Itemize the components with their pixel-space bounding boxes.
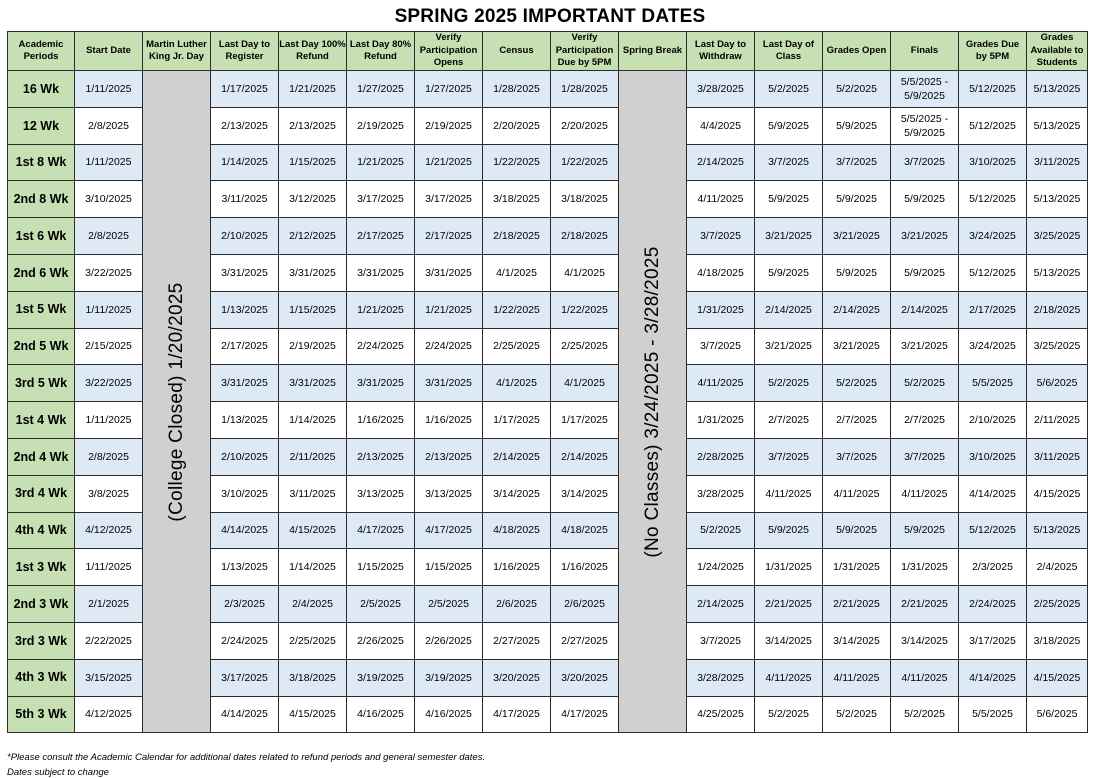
date-cell: 1/13/2025 — [211, 291, 279, 328]
date-cell: 5/5/2025 — [959, 696, 1027, 733]
date-cell: 3/31/2025 — [415, 365, 483, 402]
date-cell: 1/22/2025 — [551, 144, 619, 181]
date-cell: 4/4/2025 — [687, 107, 755, 144]
date-cell: 5/2/2025 — [755, 365, 823, 402]
date-cell: 5/2/2025 — [823, 696, 891, 733]
date-cell: 1/15/2025 — [347, 549, 415, 586]
date-cell: 4/15/2025 — [1027, 475, 1088, 512]
date-cell: 5/9/2025 — [823, 107, 891, 144]
date-cell: 5/9/2025 — [891, 512, 959, 549]
date-cell: 4/1/2025 — [551, 365, 619, 402]
date-cell: 3/21/2025 — [755, 218, 823, 255]
date-cell: 1/22/2025 — [483, 144, 551, 181]
start-date-cell: 3/10/2025 — [75, 181, 143, 218]
start-date-cell: 2/22/2025 — [75, 622, 143, 659]
date-cell: 5/2/2025 — [891, 365, 959, 402]
spring-break-text: (No Classes) 3/24/2025 - 3/28/2025 — [641, 246, 663, 558]
date-cell: 3/28/2025 — [687, 475, 755, 512]
header-row — [8, 32, 1088, 71]
academic-period-cell: 5th 3 Wk — [8, 696, 75, 733]
date-cell: 3/18/2025 — [279, 659, 347, 696]
date-cell: 1/31/2025 — [687, 402, 755, 439]
date-cell: 5/13/2025 — [1027, 181, 1088, 218]
academic-period-cell: 2nd 4 Wk — [8, 438, 75, 475]
date-cell: 3/19/2025 — [347, 659, 415, 696]
column-header: Grades Due by 5PM — [959, 32, 1027, 71]
date-cell: 4/11/2025 — [755, 475, 823, 512]
date-cell: 4/17/2025 — [483, 696, 551, 733]
date-cell: 2/18/2025 — [1027, 291, 1088, 328]
date-cell: 1/15/2025 — [279, 291, 347, 328]
date-cell: 5/2/2025 — [755, 71, 823, 108]
start-date-cell: 3/22/2025 — [75, 365, 143, 402]
date-cell: 3/17/2025 — [347, 181, 415, 218]
date-cell: 3/31/2025 — [211, 365, 279, 402]
date-cell: 1/16/2025 — [415, 402, 483, 439]
column-header: Last Day to Register — [211, 32, 279, 71]
date-cell: 3/24/2025 — [959, 328, 1027, 365]
date-cell: 4/1/2025 — [551, 254, 619, 291]
date-cell: 4/17/2025 — [551, 696, 619, 733]
date-cell: 4/11/2025 — [823, 475, 891, 512]
date-cell: 2/20/2025 — [551, 107, 619, 144]
date-cell: 5/13/2025 — [1027, 512, 1088, 549]
date-cell: 4/16/2025 — [347, 696, 415, 733]
date-cell: 4/16/2025 — [415, 696, 483, 733]
date-cell: 1/15/2025 — [279, 144, 347, 181]
mlk-day-text: (College Closed) 1/20/2025 — [165, 282, 187, 522]
date-cell: 3/7/2025 — [891, 438, 959, 475]
date-cell: 3/10/2025 — [959, 144, 1027, 181]
date-cell: 5/2/2025 — [823, 365, 891, 402]
date-cell: 4/1/2025 — [483, 365, 551, 402]
date-cell: 2/26/2025 — [347, 622, 415, 659]
date-cell: 2/14/2025 — [755, 291, 823, 328]
date-cell: 2/18/2025 — [551, 218, 619, 255]
page-title: SPRING 2025 IMPORTANT DATES — [394, 6, 706, 27]
date-cell: 3/31/2025 — [211, 254, 279, 291]
date-cell: 2/5/2025 — [415, 586, 483, 623]
date-cell: 1/24/2025 — [687, 549, 755, 586]
date-cell: 2/11/2025 — [279, 438, 347, 475]
academic-period-cell: 16 Wk — [8, 71, 75, 108]
academic-period-cell: 1st 3 Wk — [8, 549, 75, 586]
column-header: Census — [483, 32, 551, 71]
date-cell: 3/12/2025 — [279, 181, 347, 218]
table-body — [8, 32, 1088, 733]
date-cell: 2/28/2025 — [687, 438, 755, 475]
date-cell: 3/21/2025 — [823, 218, 891, 255]
date-cell: 2/12/2025 — [279, 218, 347, 255]
academic-period-cell: 1st 8 Wk — [8, 144, 75, 181]
academic-period-cell: 3rd 3 Wk — [8, 622, 75, 659]
date-cell: 3/11/2025 — [211, 181, 279, 218]
start-date-cell: 1/11/2025 — [75, 402, 143, 439]
date-cell: 2/10/2025 — [211, 438, 279, 475]
date-cell: 3/11/2025 — [1027, 438, 1088, 475]
date-cell: 3/14/2025 — [483, 475, 551, 512]
footnote-change: Dates subject to change — [7, 767, 109, 778]
date-cell: 2/26/2025 — [415, 622, 483, 659]
date-cell: 5/9/2025 — [891, 254, 959, 291]
start-date-cell: 1/11/2025 — [75, 144, 143, 181]
date-cell: 3/31/2025 — [279, 365, 347, 402]
date-cell: 3/7/2025 — [687, 622, 755, 659]
start-date-cell: 2/8/2025 — [75, 218, 143, 255]
date-cell: 2/17/2025 — [347, 218, 415, 255]
date-cell: 2/10/2025 — [211, 218, 279, 255]
date-cell: 5/9/2025 — [755, 254, 823, 291]
column-header: Grades Open — [823, 32, 891, 71]
date-cell: 1/31/2025 — [755, 549, 823, 586]
date-cell: 4/11/2025 — [687, 181, 755, 218]
date-cell: 3/17/2025 — [959, 622, 1027, 659]
academic-period-cell: 1st 5 Wk — [8, 291, 75, 328]
date-cell: 5/2/2025 — [823, 71, 891, 108]
date-cell: 2/14/2025 — [823, 291, 891, 328]
date-cell: 2/25/2025 — [279, 622, 347, 659]
date-cell: 1/21/2025 — [415, 144, 483, 181]
date-cell: 3/21/2025 — [891, 218, 959, 255]
date-cell: 1/14/2025 — [279, 402, 347, 439]
date-cell: 3/20/2025 — [551, 659, 619, 696]
date-cell: 5/6/2025 — [1027, 696, 1088, 733]
academic-period-cell: 4th 3 Wk — [8, 659, 75, 696]
spring-break-cell — [619, 71, 687, 733]
date-cell: 3/7/2025 — [755, 438, 823, 475]
date-cell: 4/18/2025 — [483, 512, 551, 549]
academic-period-cell: 1st 4 Wk — [8, 402, 75, 439]
date-cell: 5/2/2025 — [755, 696, 823, 733]
academic-period-cell: 2nd 3 Wk — [8, 586, 75, 623]
date-cell: 3/21/2025 — [823, 328, 891, 365]
date-cell: 5/9/2025 — [823, 512, 891, 549]
date-cell: 2/17/2025 — [211, 328, 279, 365]
date-cell: 4/11/2025 — [755, 659, 823, 696]
date-cell: 2/13/2025 — [279, 107, 347, 144]
date-cell: 3/28/2025 — [687, 71, 755, 108]
academic-period-cell: 1st 6 Wk — [8, 218, 75, 255]
column-header: Verify Participation Due by 5PM — [551, 32, 619, 71]
column-header: Last Day of Class — [755, 32, 823, 71]
date-cell: 1/28/2025 — [483, 71, 551, 108]
date-cell: 5/13/2025 — [1027, 254, 1088, 291]
date-cell: 1/27/2025 — [347, 71, 415, 108]
date-cell: 4/14/2025 — [959, 475, 1027, 512]
start-date-cell: 3/22/2025 — [75, 254, 143, 291]
date-cell: 2/19/2025 — [279, 328, 347, 365]
date-cell: 1/31/2025 — [687, 291, 755, 328]
date-cell: 4/14/2025 — [959, 659, 1027, 696]
date-cell: 5/9/2025 — [891, 181, 959, 218]
date-cell: 2/14/2025 — [551, 438, 619, 475]
date-cell: 3/25/2025 — [1027, 328, 1088, 365]
date-cell: 3/14/2025 — [755, 622, 823, 659]
date-cell: 5/9/2025 — [755, 107, 823, 144]
date-cell: 2/14/2025 — [891, 291, 959, 328]
date-cell: 4/18/2025 — [551, 512, 619, 549]
date-cell: 2/27/2025 — [551, 622, 619, 659]
date-cell: 4/14/2025 — [211, 696, 279, 733]
date-cell: 2/6/2025 — [483, 586, 551, 623]
date-cell: 1/13/2025 — [211, 402, 279, 439]
date-cell: 3/20/2025 — [483, 659, 551, 696]
date-cell: 4/11/2025 — [823, 659, 891, 696]
date-cell: 5/13/2025 — [1027, 107, 1088, 144]
date-cell: 5/9/2025 — [823, 254, 891, 291]
table-row — [8, 71, 1088, 108]
start-date-cell: 3/15/2025 — [75, 659, 143, 696]
date-cell: 2/7/2025 — [891, 402, 959, 439]
date-cell: 2/3/2025 — [211, 586, 279, 623]
date-cell: 3/14/2025 — [551, 475, 619, 512]
date-cell: 5/9/2025 — [755, 512, 823, 549]
start-date-cell: 3/8/2025 — [75, 475, 143, 512]
important-dates-table — [7, 31, 1088, 733]
date-cell: 2/13/2025 — [211, 107, 279, 144]
start-date-cell: 4/12/2025 — [75, 512, 143, 549]
date-cell: 3/18/2025 — [1027, 622, 1088, 659]
date-cell: 1/17/2025 — [551, 402, 619, 439]
start-date-cell: 2/1/2025 — [75, 586, 143, 623]
column-header: Spring Break — [619, 32, 687, 71]
date-cell: 5/5/2025 - 5/9/2025 — [891, 107, 959, 144]
date-cell: 1/17/2025 — [483, 402, 551, 439]
column-header: Last Day 80% Refund — [347, 32, 415, 71]
date-cell: 3/28/2025 — [687, 659, 755, 696]
date-cell: 2/10/2025 — [959, 402, 1027, 439]
date-cell: 2/4/2025 — [1027, 549, 1088, 586]
date-cell: 1/21/2025 — [347, 144, 415, 181]
date-cell: 3/7/2025 — [823, 438, 891, 475]
date-cell: 2/21/2025 — [823, 586, 891, 623]
date-cell: 3/7/2025 — [823, 144, 891, 181]
date-cell: 5/13/2025 — [1027, 71, 1088, 108]
academic-period-cell: 2nd 6 Wk — [8, 254, 75, 291]
date-cell: 2/13/2025 — [347, 438, 415, 475]
date-cell: 2/25/2025 — [1027, 586, 1088, 623]
date-cell: 1/15/2025 — [415, 549, 483, 586]
date-cell: 2/19/2025 — [347, 107, 415, 144]
date-cell: 5/5/2025 - 5/9/2025 — [891, 71, 959, 108]
date-cell: 3/10/2025 — [211, 475, 279, 512]
date-cell: 3/10/2025 — [959, 438, 1027, 475]
date-cell: 3/7/2025 — [687, 218, 755, 255]
date-cell: 4/15/2025 — [279, 512, 347, 549]
date-cell: 1/31/2025 — [891, 549, 959, 586]
date-cell: 3/17/2025 — [211, 659, 279, 696]
date-cell: 1/21/2025 — [415, 291, 483, 328]
date-cell: 1/31/2025 — [823, 549, 891, 586]
date-cell: 3/18/2025 — [483, 181, 551, 218]
start-date-cell: 2/15/2025 — [75, 328, 143, 365]
date-cell: 2/17/2025 — [415, 218, 483, 255]
date-cell: 2/14/2025 — [687, 586, 755, 623]
academic-period-cell: 3rd 4 Wk — [8, 475, 75, 512]
date-cell: 3/7/2025 — [687, 328, 755, 365]
column-header: Last Day to Withdraw — [687, 32, 755, 71]
date-cell: 3/14/2025 — [823, 622, 891, 659]
date-cell: 1/21/2025 — [347, 291, 415, 328]
start-date-cell: 1/11/2025 — [75, 549, 143, 586]
date-cell: 2/5/2025 — [347, 586, 415, 623]
date-cell: 1/16/2025 — [551, 549, 619, 586]
date-cell: 3/17/2025 — [415, 181, 483, 218]
date-cell: 2/24/2025 — [959, 586, 1027, 623]
footnote-refund: *Please consult the Academic Calendar for additional dates related to refund periods and general semester dates. — [7, 752, 486, 763]
date-cell: 2/19/2025 — [415, 107, 483, 144]
date-cell: 1/13/2025 — [211, 549, 279, 586]
date-cell: 3/31/2025 — [279, 254, 347, 291]
start-date-cell: 2/8/2025 — [75, 438, 143, 475]
date-cell: 3/18/2025 — [551, 181, 619, 218]
date-cell: 5/12/2025 — [959, 181, 1027, 218]
date-cell: 2/11/2025 — [1027, 402, 1088, 439]
date-cell: 3/14/2025 — [891, 622, 959, 659]
date-cell: 4/15/2025 — [1027, 659, 1088, 696]
date-cell: 3/7/2025 — [755, 144, 823, 181]
date-cell: 3/13/2025 — [347, 475, 415, 512]
date-cell: 5/12/2025 — [959, 71, 1027, 108]
date-cell: 5/9/2025 — [755, 181, 823, 218]
date-cell: 4/14/2025 — [211, 512, 279, 549]
date-cell: 2/17/2025 — [959, 291, 1027, 328]
academic-period-cell: 3rd 5 Wk — [8, 365, 75, 402]
date-cell: 1/27/2025 — [415, 71, 483, 108]
start-date-cell: 2/8/2025 — [75, 107, 143, 144]
date-cell: 3/31/2025 — [415, 254, 483, 291]
date-cell: 3/31/2025 — [347, 254, 415, 291]
date-cell: 2/24/2025 — [211, 622, 279, 659]
academic-period-cell: 2nd 8 Wk — [8, 181, 75, 218]
date-cell: 5/12/2025 — [959, 107, 1027, 144]
column-header: Start Date — [75, 32, 143, 71]
date-cell: 4/15/2025 — [279, 696, 347, 733]
start-date-cell: 1/11/2025 — [75, 291, 143, 328]
date-cell: 2/4/2025 — [279, 586, 347, 623]
date-cell: 3/21/2025 — [891, 328, 959, 365]
date-cell: 3/7/2025 — [891, 144, 959, 181]
date-cell: 1/14/2025 — [279, 549, 347, 586]
column-header: Grades Available to Students — [1027, 32, 1088, 71]
column-header: Verify Participation Opens — [415, 32, 483, 71]
date-cell: 1/16/2025 — [483, 549, 551, 586]
date-cell: 1/14/2025 — [211, 144, 279, 181]
academic-period-cell: 4th 4 Wk — [8, 512, 75, 549]
date-cell: 3/31/2025 — [347, 365, 415, 402]
academic-period-cell: 2nd 5 Wk — [8, 328, 75, 365]
date-cell: 5/2/2025 — [891, 696, 959, 733]
date-cell: 5/12/2025 — [959, 512, 1027, 549]
column-header: Academic Periods — [8, 32, 75, 71]
date-cell: 2/21/2025 — [755, 586, 823, 623]
date-cell: 2/7/2025 — [755, 402, 823, 439]
start-date-cell: 1/11/2025 — [75, 71, 143, 108]
start-date-cell: 4/12/2025 — [75, 696, 143, 733]
date-cell: 1/16/2025 — [347, 402, 415, 439]
date-cell: 1/22/2025 — [551, 291, 619, 328]
date-cell: 3/19/2025 — [415, 659, 483, 696]
date-cell: 2/7/2025 — [823, 402, 891, 439]
date-cell: 2/14/2025 — [483, 438, 551, 475]
date-cell: 3/24/2025 — [959, 218, 1027, 255]
date-cell: 5/9/2025 — [823, 181, 891, 218]
date-cell: 2/25/2025 — [551, 328, 619, 365]
date-cell: 5/2/2025 — [687, 512, 755, 549]
date-cell: 2/24/2025 — [415, 328, 483, 365]
date-cell: 4/25/2025 — [687, 696, 755, 733]
date-cell: 2/6/2025 — [551, 586, 619, 623]
date-cell: 1/22/2025 — [483, 291, 551, 328]
column-header: Last Day 100% Refund — [279, 32, 347, 71]
date-cell: 4/11/2025 — [891, 475, 959, 512]
date-cell: 1/28/2025 — [551, 71, 619, 108]
date-cell: 3/13/2025 — [415, 475, 483, 512]
date-cell: 5/12/2025 — [959, 254, 1027, 291]
date-cell: 3/11/2025 — [279, 475, 347, 512]
mlk-day-closed-cell — [143, 71, 211, 733]
date-cell: 2/18/2025 — [483, 218, 551, 255]
column-header: Martin Luther King Jr. Day — [143, 32, 211, 71]
date-cell: 5/6/2025 — [1027, 365, 1088, 402]
date-cell: 3/21/2025 — [755, 328, 823, 365]
date-cell: 5/5/2025 — [959, 365, 1027, 402]
date-cell: 4/11/2025 — [891, 659, 959, 696]
column-header: Finals — [891, 32, 959, 71]
date-cell: 4/11/2025 — [687, 365, 755, 402]
date-cell: 3/25/2025 — [1027, 218, 1088, 255]
date-cell: 2/27/2025 — [483, 622, 551, 659]
date-cell: 2/3/2025 — [959, 549, 1027, 586]
date-cell: 4/18/2025 — [687, 254, 755, 291]
date-cell: 3/11/2025 — [1027, 144, 1088, 181]
academic-period-cell: 12 Wk — [8, 107, 75, 144]
date-cell: 2/25/2025 — [483, 328, 551, 365]
date-cell: 2/20/2025 — [483, 107, 551, 144]
date-cell: 1/21/2025 — [279, 71, 347, 108]
date-cell: 1/17/2025 — [211, 71, 279, 108]
date-cell: 2/24/2025 — [347, 328, 415, 365]
date-cell: 2/13/2025 — [415, 438, 483, 475]
date-cell: 2/14/2025 — [687, 144, 755, 181]
date-cell: 2/21/2025 — [891, 586, 959, 623]
date-cell: 4/17/2025 — [415, 512, 483, 549]
date-cell: 4/17/2025 — [347, 512, 415, 549]
date-cell: 4/1/2025 — [483, 254, 551, 291]
